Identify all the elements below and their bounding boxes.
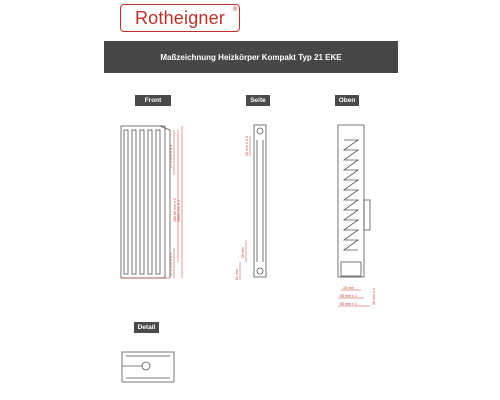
front-dim-3: 50/60 mm ± 1 <box>177 200 181 222</box>
front-dim-1: 27,5 mm ± 0,5 <box>169 145 173 168</box>
top-dim-2: 50 mm ± 1 <box>340 294 357 298</box>
logo-text: Rotheigner <box>134 7 226 28</box>
view-label-side-text: Seite <box>250 97 266 104</box>
top-dim-4: 65 mm ± 1 <box>340 302 357 306</box>
front-dim-2: 450,00 mm ± 2 <box>173 198 177 222</box>
top-dim-3: 30 mm ± 1 <box>372 288 376 305</box>
detail-view <box>122 352 174 382</box>
page-title: Maßzeichnung Heizkörper Kompakt Typ 21 EKE <box>160 52 342 62</box>
registered-mark: ® <box>232 7 237 13</box>
side-dim-3: 61 mm <box>235 269 239 280</box>
view-label-detail-text: Detail <box>137 324 156 331</box>
front-view <box>121 126 170 278</box>
front-dim-4: 17,5 mm ± 0,5 <box>169 253 173 276</box>
view-label-front-text: Front <box>144 97 162 104</box>
side-dim-1: 30 mm ± 1,0 <box>245 136 249 156</box>
view-label-top-text: Oben <box>338 97 356 104</box>
side-dim-2: 20 mm <box>241 247 245 258</box>
top-view <box>338 125 370 306</box>
top-dim-1: 16 mm <box>343 286 354 290</box>
